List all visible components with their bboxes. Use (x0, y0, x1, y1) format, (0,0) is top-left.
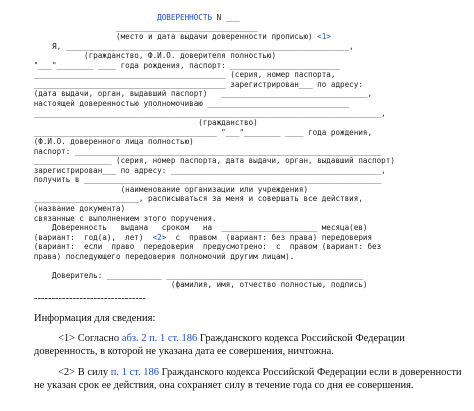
form-text: (дата выдачи, орган, выдавший паспорт) ________________________________, (20, 89, 373, 99)
form-line (20, 109, 386, 118)
form-line (20, 214, 217, 223)
form-text: Я, ______________________________________________________________, (20, 41, 354, 51)
form-line (20, 32, 331, 41)
notes-heading: Информация для сведения: (34, 313, 156, 324)
form-text: (фамилия, имя, отчество полностью, подпись) (20, 280, 368, 290)
form-line (20, 70, 335, 79)
form-line (20, 280, 367, 289)
form-line (20, 194, 363, 203)
form-line (20, 128, 372, 137)
form-line (20, 156, 395, 165)
note-1-marker: <1> (58, 333, 76, 344)
form-line (20, 223, 367, 232)
form-text: (вариант: если право передоверия предусмотрено: с правом (вариант: без (20, 242, 382, 252)
form-line (20, 118, 258, 127)
note-2-text-post: Гражданского кодекса Российской Федерации если в доверенности (158, 367, 462, 378)
form-link[interactable]: <1> (317, 32, 331, 42)
form-line (20, 204, 125, 213)
form-text: ____________________________________________________________________________, (20, 108, 386, 118)
form-line (20, 99, 349, 108)
form-line (20, 242, 381, 251)
form-text: Доверитель: ____________ ___________________________________________ (20, 270, 363, 280)
form-text: Доверенность выдана сроком на _____________________ месяца(ев) (20, 223, 368, 233)
form-line (20, 271, 363, 280)
note-1-line-1 (58, 333, 405, 345)
note-1-law-link[interactable]: абз. 2 п. 1 ст. 186 (121, 333, 198, 344)
note-2-line-2: не указан срок ее действия, она сохраняет силу в течение года со дня ее совершения. (34, 380, 414, 391)
notes-separator: -------------------------------- (34, 293, 146, 304)
form-text: "___"________ ____ года рождения, паспорт: ________________________ (20, 60, 341, 70)
form-text: паспорт: ___________________________________________________________________ (20, 146, 382, 156)
form-line (20, 185, 308, 194)
form-line (20, 147, 381, 156)
form-text: связанные с выполнением этого поручения. (20, 213, 217, 223)
note-1-line-2: доверенность, в которой не указана дата ее совершения, ничтожна. (34, 346, 334, 357)
form-line (20, 51, 276, 60)
form-line (20, 252, 294, 261)
form-line (20, 80, 363, 89)
form-line (20, 13, 239, 22)
form-text: с правом (вариант: без права) передоверия (166, 232, 373, 242)
form-text: _______________________________ (20, 22, 258, 32)
form-line (20, 42, 354, 51)
form-line (20, 166, 386, 175)
form-line (20, 137, 194, 146)
form-text (20, 13, 157, 22)
form-text: ________________________________________ "___"________ ____ года рождения, (20, 127, 373, 137)
form-link[interactable]: ДОВЕРЕННОСТЬ (157, 13, 213, 22)
form-text: N ___ (212, 13, 240, 22)
note-2-law-link[interactable]: п. 1 ст. 186 (110, 367, 159, 378)
note-1-text-post: Гражданского кодекса Российской Федерации (197, 333, 405, 344)
form-text: _______________________, расписываться за меня и совершать все действия, (20, 194, 363, 204)
form-text: (вариант: год(а), лет) (20, 232, 153, 242)
form-text: __________________________________________ зарегистрирован___ по адресу: (20, 79, 363, 89)
form-text: зарегистрирован___ по адресу: ______________________________________________, (20, 165, 386, 175)
form-text: (место и дата выдачи доверенности прописью) (20, 32, 318, 42)
note-2-line-1 (58, 367, 462, 379)
form-line (20, 61, 340, 70)
form-line (20, 233, 372, 242)
note-1-text-pre: Согласно (75, 333, 122, 344)
form-link[interactable]: <2> (152, 232, 167, 242)
form-text: (название документа) (20, 204, 126, 213)
note-2-text-pre: В силу (75, 367, 111, 378)
form-text: (Ф.И.О. доверенного лица полностью) (20, 137, 194, 147)
note-2-marker: <2> (58, 367, 76, 378)
form-text: (гражданство) (20, 118, 258, 128)
form-line (20, 89, 372, 98)
form-text: права) последующего передоверия полномочий другим лицам). (20, 251, 295, 261)
form-text: _________________ (серия, номер паспорта, дата выдачи, орган, выдавший паспорт) (20, 156, 395, 166)
form-line (20, 175, 381, 184)
form-text: получить в _________________________________________________________________ (20, 175, 382, 185)
form-text: __________________________________________ (серия, номер паспорта, (20, 70, 336, 80)
form-text: настоящей доверенностью уполномочиваю _______________________________ (20, 98, 350, 108)
form-line (20, 23, 258, 32)
form-text: (наименование организации или учреждения) (20, 184, 309, 194)
form-text: (гражданство, Ф.И.О. доверителя полностью) (20, 51, 277, 61)
